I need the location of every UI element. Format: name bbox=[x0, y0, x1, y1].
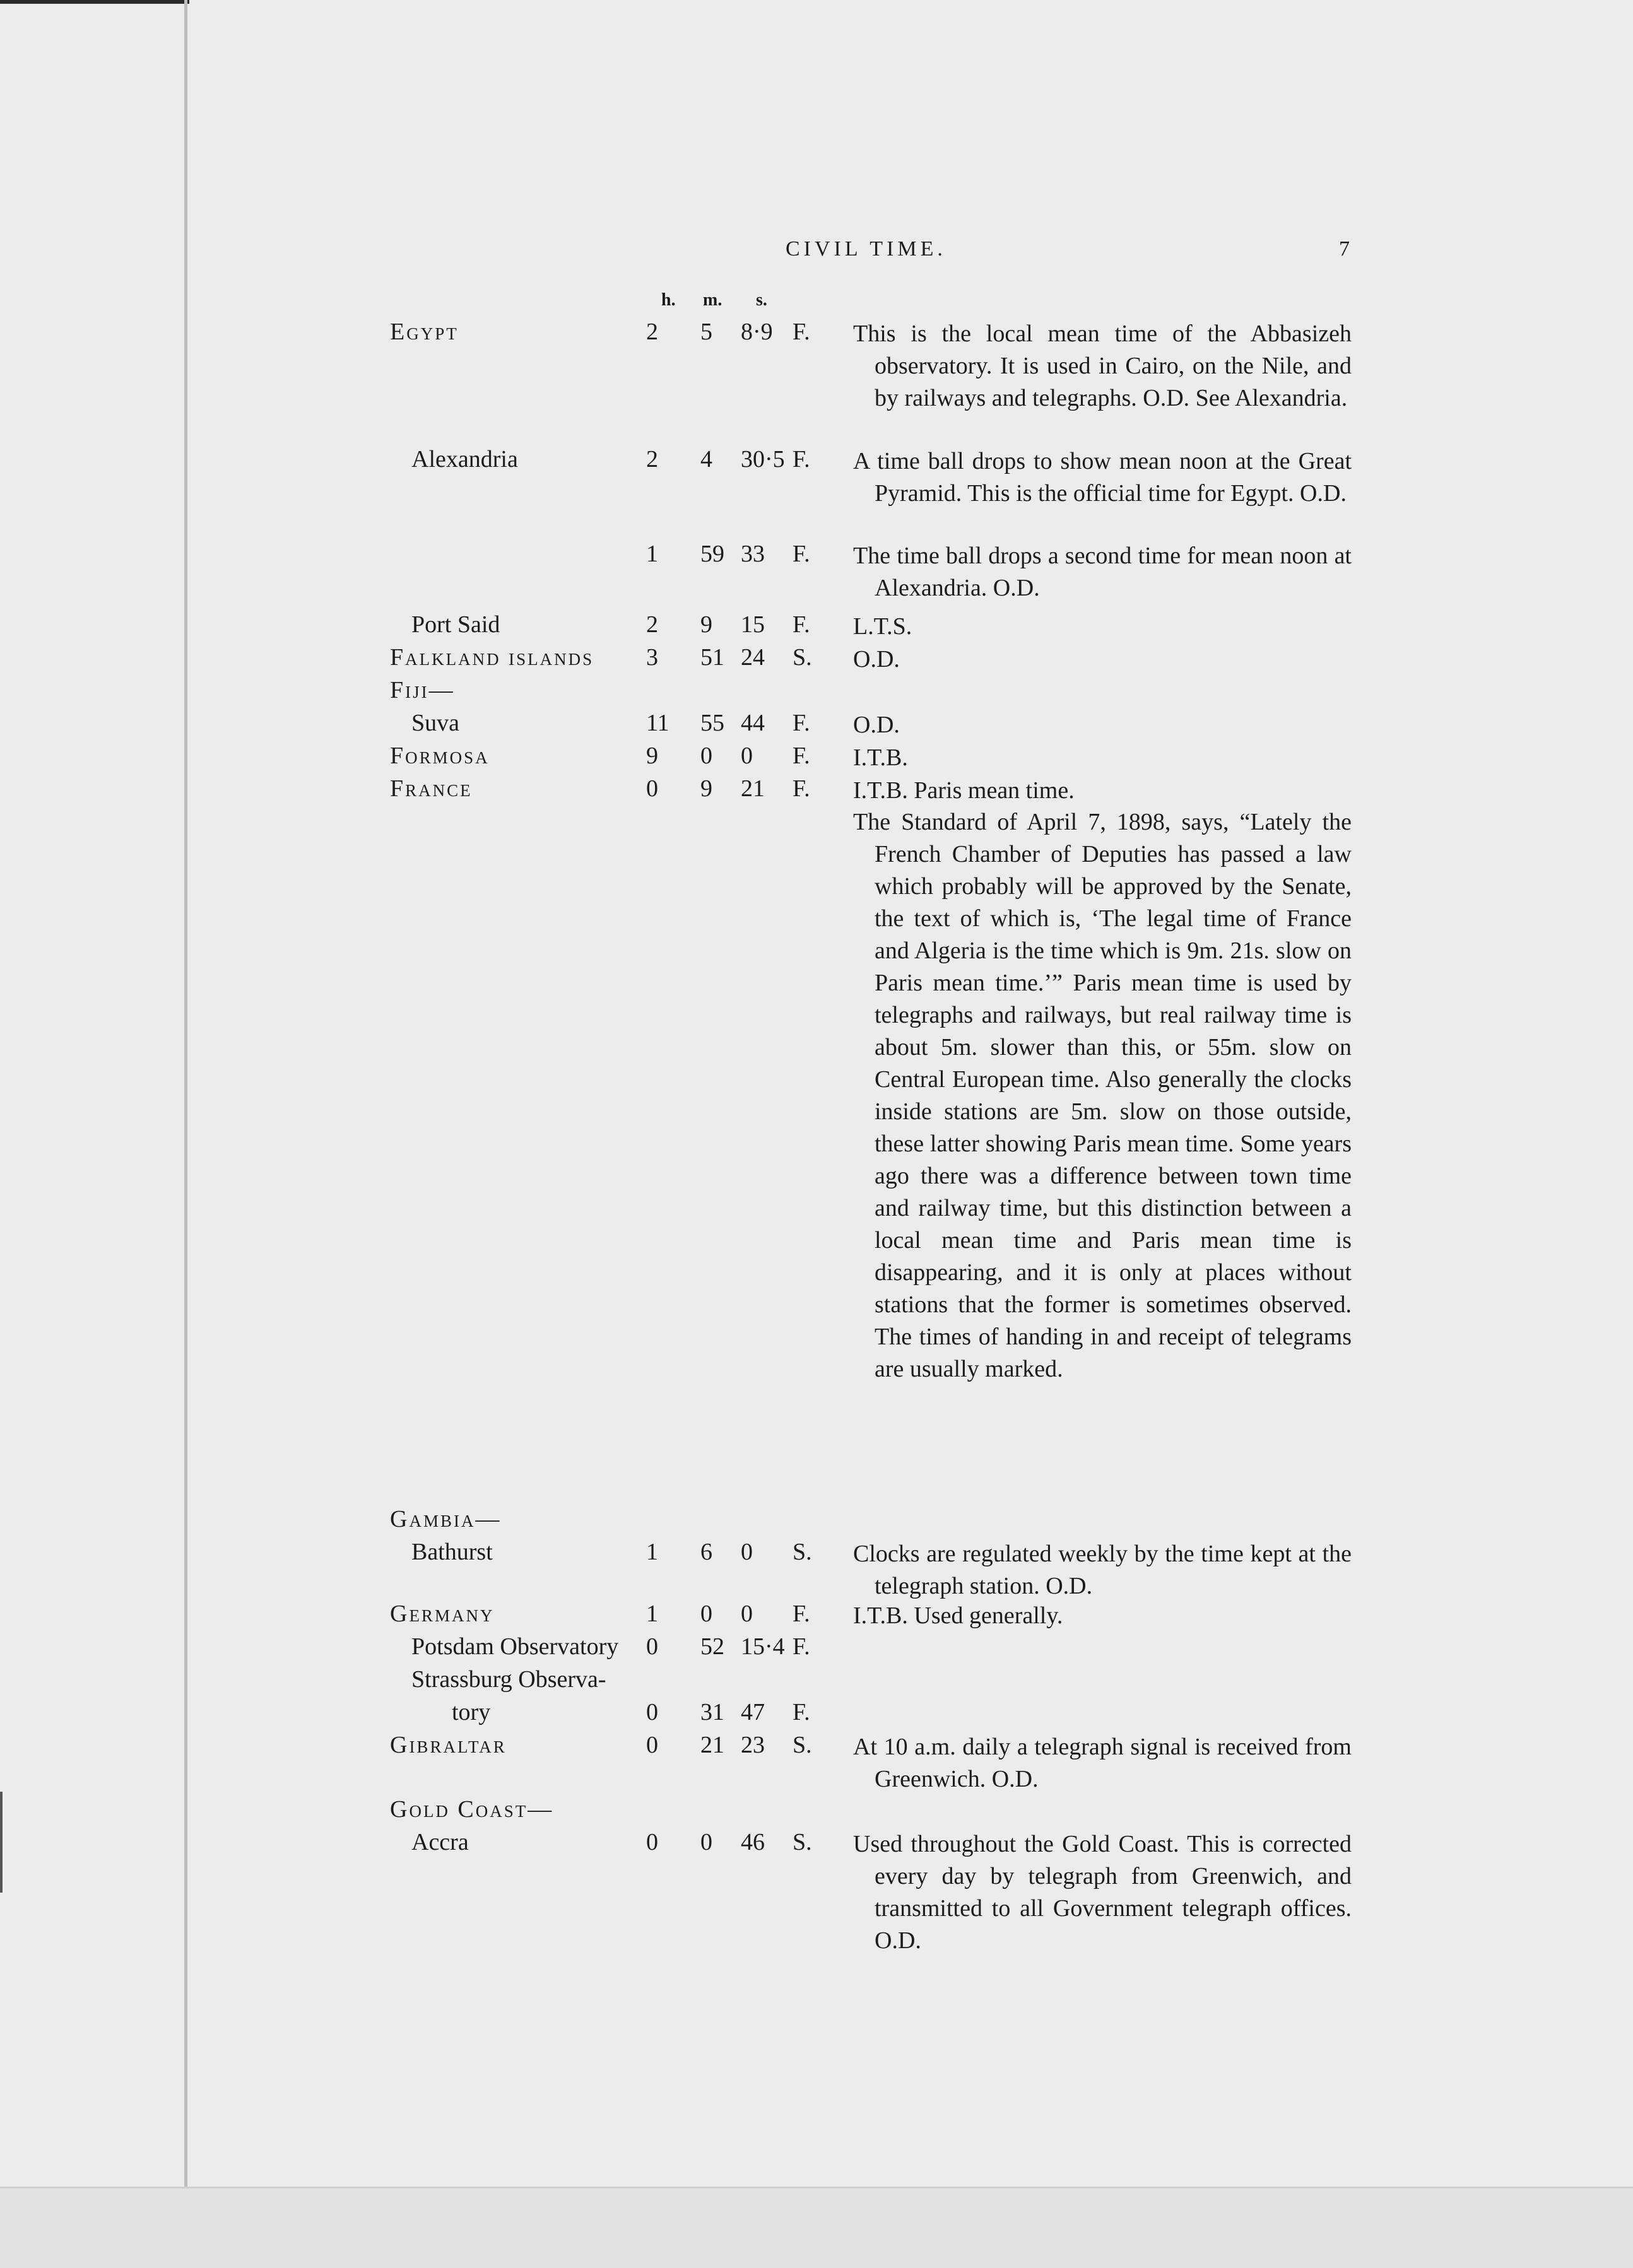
fast-slow-sign: F. bbox=[793, 1633, 810, 1660]
fast-slow-sign: F. bbox=[793, 541, 810, 567]
remark bbox=[853, 643, 1352, 676]
scan-edge-bottom bbox=[0, 2187, 1633, 2268]
remark-text: O.D. bbox=[853, 712, 900, 738]
scan-edge-top bbox=[0, 0, 189, 4]
scan-gutter-line bbox=[184, 0, 187, 2266]
remark bbox=[853, 1600, 1352, 1632]
place-name: Bathurst bbox=[411, 1539, 493, 1565]
place-name: Egypt bbox=[390, 319, 459, 345]
seconds-value: 33 bbox=[741, 541, 765, 567]
hours-value: 2 bbox=[646, 446, 658, 473]
remark-text: The Standard of April 7, 1898, says, “Lately the French Chamber of Deputies has passed a law which probably will be approved by the Senate, the text of which is, ‘The legal time of France and Algeria is the time which is 9m. 21s. slow on Paris mean time.’” Paris mean time is used by telegraphs and railways, but real railway time is about 5m. slower than this, or 55m. slow on Central European time. Also generally the clocks inside stations are 5m. slow on those outside, these latter showing Paris mean time. Some years ago there was a difference between town time and railway time, but this distinction between a local mean time and Paris mean time is disappearing, and it is only at places without stations that the former is sometimes observed. The times of handing in and receipt of telegrams are usually marked. bbox=[853, 809, 1352, 1382]
place-name: Formosa bbox=[390, 743, 490, 769]
fast-slow-sign: F. bbox=[793, 1699, 810, 1725]
remark-text: Clocks are regulated weekly by the time kept at the telegraph station. O.D. bbox=[853, 1541, 1352, 1599]
place-name: Gambia— bbox=[390, 1506, 502, 1532]
place-name: Alexandria bbox=[411, 446, 518, 473]
page-number: 7 bbox=[1339, 237, 1353, 261]
fast-slow-sign: F. bbox=[793, 446, 810, 473]
seconds-value: 46 bbox=[741, 1829, 765, 1855]
hours-value: 0 bbox=[646, 1633, 658, 1660]
seconds-value: 0 bbox=[741, 1539, 753, 1565]
remark bbox=[853, 1731, 1352, 1795]
fast-slow-sign: S. bbox=[793, 1829, 812, 1855]
remark bbox=[853, 1538, 1352, 1602]
seconds-value: 30·5 bbox=[741, 446, 785, 473]
place-name: Potsdam Observatory bbox=[411, 1633, 619, 1660]
place-name: Germany bbox=[390, 1601, 495, 1627]
hours-value: 1 bbox=[646, 1539, 658, 1565]
minutes-value: 9 bbox=[700, 775, 712, 802]
fast-slow-sign: F. bbox=[793, 710, 810, 736]
remark-text: Used throughout the Gold Coast. This is corrected every day by telegraph from Greenwich, and transmitted to all Government telegraph offices. O.D. bbox=[853, 1831, 1352, 1954]
minutes-value: 4 bbox=[700, 446, 712, 473]
place-name: France bbox=[390, 775, 473, 802]
remark-text: O.D. bbox=[853, 646, 900, 673]
hours-value: 0 bbox=[646, 775, 658, 802]
remark bbox=[853, 742, 1352, 774]
remark bbox=[853, 540, 1352, 604]
seconds-value: 21 bbox=[741, 775, 765, 802]
place-name: Accra bbox=[411, 1829, 469, 1855]
seconds-value: 0 bbox=[741, 1601, 753, 1627]
seconds-value: 0 bbox=[741, 743, 753, 769]
remark bbox=[853, 806, 1352, 1385]
column-head-hours: h. bbox=[661, 290, 676, 310]
fast-slow-sign: F. bbox=[793, 775, 810, 802]
fast-slow-sign: F. bbox=[793, 1601, 810, 1627]
hours-value: 3 bbox=[646, 644, 658, 671]
remark-text: I.T.B. bbox=[853, 744, 908, 771]
remark-text: At 10 a.m. daily a telegraph signal is received from Greenwich. O.D. bbox=[853, 1734, 1352, 1792]
seconds-value: 44 bbox=[741, 710, 765, 736]
place-name: Suva bbox=[411, 710, 459, 736]
remark-text: A time ball drops to show mean noon at the Great Pyramid. This is the official time for Egypt. O.D. bbox=[853, 448, 1352, 507]
minutes-value: 59 bbox=[700, 541, 724, 567]
place-name: Port Said bbox=[411, 611, 500, 638]
fast-slow-sign: F. bbox=[793, 743, 810, 769]
remark-text: L.T.S. bbox=[853, 613, 912, 640]
scan-margin-marks bbox=[0, 1792, 6, 1893]
hours-value: 9 bbox=[646, 743, 658, 769]
remark-text: I.T.B. Paris mean time. bbox=[853, 777, 1075, 804]
column-head-minutes: m. bbox=[703, 290, 722, 310]
place-name: Fiji— bbox=[390, 677, 455, 703]
hours-value: 1 bbox=[646, 541, 658, 567]
hours-value: 11 bbox=[646, 710, 669, 736]
hours-value: 2 bbox=[646, 611, 658, 638]
hours-value: 0 bbox=[646, 1829, 658, 1855]
remark bbox=[853, 709, 1352, 741]
hours-value: 1 bbox=[646, 1601, 658, 1627]
seconds-value: 15·4 bbox=[741, 1633, 785, 1660]
minutes-value: 55 bbox=[700, 710, 724, 736]
minutes-value: 5 bbox=[700, 319, 712, 345]
remark bbox=[853, 318, 1352, 414]
fast-slow-sign: S. bbox=[793, 1732, 812, 1758]
remark bbox=[853, 611, 1352, 643]
fast-slow-sign: F. bbox=[793, 319, 810, 345]
hours-value: 2 bbox=[646, 319, 658, 345]
fast-slow-sign: F. bbox=[793, 611, 810, 638]
seconds-value: 23 bbox=[741, 1732, 765, 1758]
remark bbox=[853, 1828, 1352, 1957]
column-head-seconds: s. bbox=[756, 290, 767, 310]
minutes-value: 6 bbox=[700, 1539, 712, 1565]
minutes-value: 0 bbox=[700, 1601, 712, 1627]
hours-value: 0 bbox=[646, 1699, 658, 1725]
minutes-value: 51 bbox=[700, 644, 724, 671]
seconds-value: 15 bbox=[741, 611, 765, 638]
minutes-value: 0 bbox=[700, 1829, 712, 1855]
minutes-value: 9 bbox=[700, 611, 712, 638]
seconds-value: 47 bbox=[741, 1699, 765, 1725]
remark-text: The time ball drops a second time for mean noon at Alexandria. O.D. bbox=[853, 543, 1352, 601]
remark-text: I.T.B. Used generally. bbox=[853, 1602, 1063, 1629]
remark bbox=[853, 775, 1352, 807]
minutes-value: 0 bbox=[700, 743, 712, 769]
fast-slow-sign: S. bbox=[793, 644, 812, 671]
hours-value: 0 bbox=[646, 1732, 658, 1758]
remark bbox=[853, 445, 1352, 510]
minutes-value: 52 bbox=[700, 1633, 724, 1660]
fast-slow-sign: S. bbox=[793, 1539, 812, 1565]
seconds-value: 24 bbox=[741, 644, 765, 671]
place-name: Falkland islands bbox=[390, 644, 594, 671]
page-title: CIVIL TIME. bbox=[786, 237, 946, 261]
minutes-value: 31 bbox=[700, 1699, 724, 1725]
place-name: tory bbox=[452, 1699, 491, 1725]
remark-text: This is the local mean time of the Abbasizeh observatory. It is used in Cairo, on the Nile, and by railways and telegraphs. O.D. See Alexandria. bbox=[853, 320, 1352, 411]
minutes-value: 21 bbox=[700, 1732, 724, 1758]
place-name: Gold Coast— bbox=[390, 1796, 554, 1823]
place-name: Strassburg Observa- bbox=[411, 1666, 606, 1693]
seconds-value: 8·9 bbox=[741, 319, 773, 345]
place-name: Gibraltar bbox=[390, 1732, 507, 1758]
